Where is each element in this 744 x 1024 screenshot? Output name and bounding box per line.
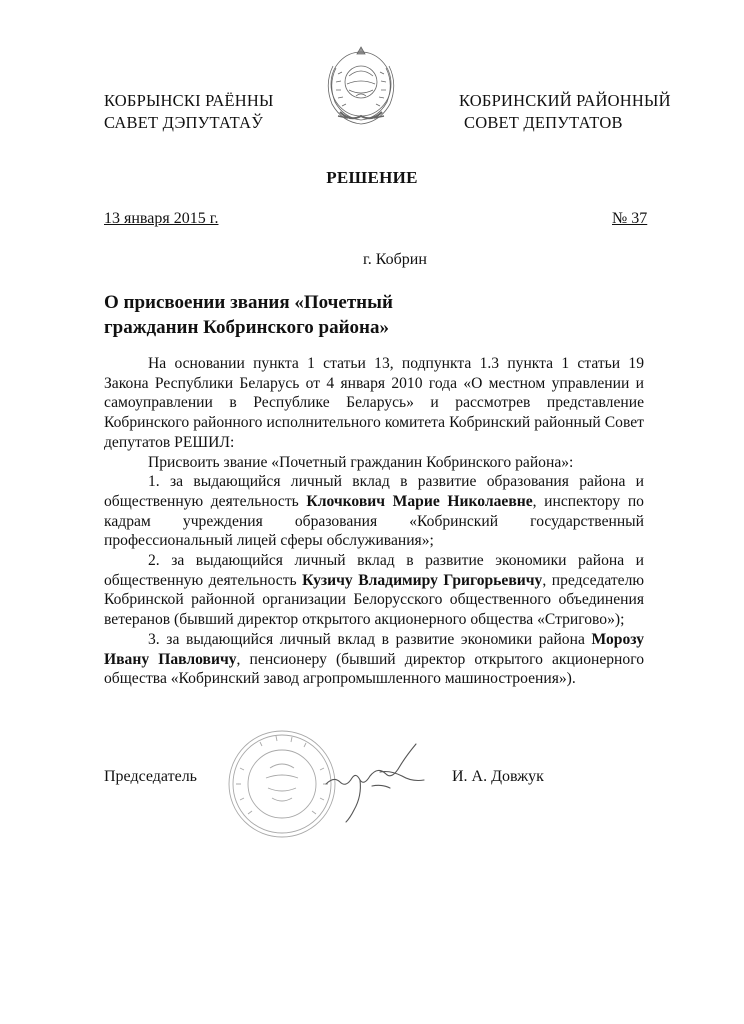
header-left-line2: САВЕТ ДЭПУТАТАЎ [104,113,264,132]
item-3-text-b: , пенсионеру (бывший директор открытого акционерного общества «Кобринский завод агропромышленного машиностроения»). [104,650,645,688]
document-number: № 37 [612,210,648,227]
item-1-honoree: Клочкович Марие Николаевне [306,492,533,510]
signatory-role: Председатель [104,768,197,785]
document-date: 13 января 2015 г. [104,210,219,227]
signatory-name: И. А. Довжук [452,768,544,785]
header-left [104,90,274,134]
document-subject [104,290,393,340]
item-2 [104,551,644,630]
header-right [459,90,671,134]
header-left-line1: КОБРЫНСКІ РАЁННЫ [104,91,274,110]
belarus-state-emblem-icon [318,44,404,128]
document-body [104,354,644,689]
item-2-text-a: 2. за выдающийся личный вклад в развитие экономики района и общественную деятельность [104,552,644,589]
header-right-line1: КОБРИНСКИЙ РАЙОННЫЙ [459,91,671,110]
item-3-honoree: Морозу Ивану Павловичу [104,630,644,668]
document-city: г. Кобрин [363,251,427,268]
item-3-text-a: 3. за выдающийся личный вклад в развитие экономики района [148,630,592,648]
preamble-paragraph: На основании пункта 1 статьи 13, подпункта 1.3 пункта 1 статьи 19 Закона Республики Беларусь от 4 января 2010 года «О местном управлении и самоуправлении в Республике Беларусь» и рассмотрев представление Кобринского районного исполнительного комитета Кобринский районный Совет депутатов РЕШИЛ: [104,355,644,451]
item-1-text-a: 1. за выдающийся личный вклад в развитие образования района и общественную деятельность [104,473,644,510]
document-type-title: РЕШЕНИЕ [326,168,418,187]
item-1 [104,472,644,551]
handwritten-signature-icon [320,736,430,826]
item-2-text-b: , председателю Кобринской районной организации Белорусского общественного объединения ветеранов (бывший директор открытого акционерного общества «Стригово»); [104,571,644,629]
item-3 [104,630,644,689]
subject-line1: О присвоении звания «Почетный [104,292,393,313]
item-1-text-b: , инспектору по кадрам учреждения образования «Кобринский государственный профессиональный лицей сферы обслуживания»; [104,492,644,550]
header-right-line2: СОВЕТ ДЕПУТАТОВ [464,113,623,132]
assign-paragraph: Присвоить звание «Почетный гражданин Кобринского района»: [148,453,574,471]
item-2-honoree: Кузичу Владимиру Григорьевичу [302,571,543,589]
subject-line2: гражданин Кобринского района» [104,317,389,338]
